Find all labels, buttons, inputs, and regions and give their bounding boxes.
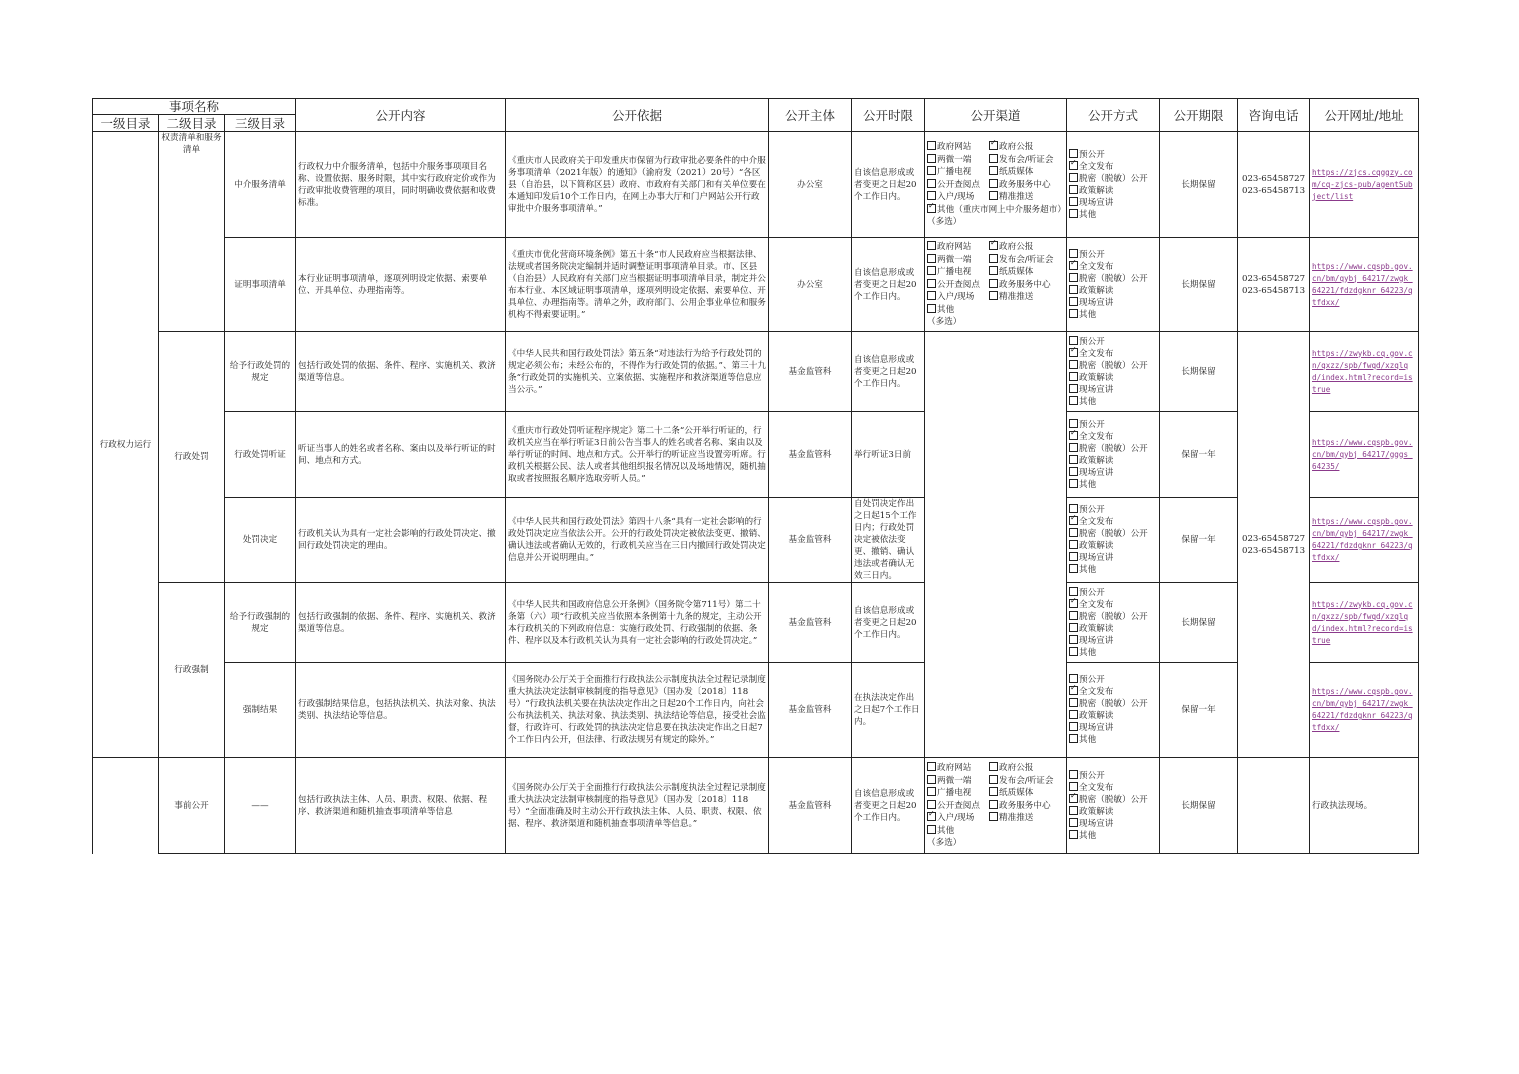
basis-cell: 《中华人民共和国政府信息公开条例》（国务院令第711号）第二十条第（六）项“行政机关应当依照本条例第十九条的规定，主动公开本行政机关的下列政府信息：实施行政处罚、行政强制的依据、条件、程序以及本行政机关认为具有一定社会影响的行政处罚决定。” <box>506 583 769 663</box>
checkbox-method-5[interactable]: 其他 <box>1069 564 1157 576</box>
time-limit-cell: 举行听证3日前 <box>852 412 925 498</box>
unchecked-box-icon <box>1069 455 1078 464</box>
checkbox-method-0[interactable]: 预公开 <box>1069 419 1157 431</box>
checkbox-method-0[interactable]: 预公开 <box>1069 149 1157 161</box>
checkbox-method-0[interactable]: 预公开 <box>1069 336 1157 348</box>
checkbox-method-3[interactable]: 政策解读 <box>1069 623 1157 635</box>
unchecked-box-icon <box>1069 309 1078 318</box>
unchecked-box-icon <box>1069 504 1078 513</box>
checkbox-method-3[interactable]: 政策解读 <box>1069 710 1157 722</box>
checkbox-method-5[interactable]: 其他 <box>1069 647 1157 659</box>
checkbox-method-2[interactable]: 脱密（脱敏）公开 <box>1069 528 1157 540</box>
url-link[interactable]: https://www.cqspb.gov.cn/bm/qybj_64217/zwgk_64221/fdzdgknr_64223/qtfdxx/ <box>1312 687 1413 732</box>
unchecked-box-icon <box>1069 396 1078 405</box>
method-checklist <box>1069 149 1157 221</box>
channel-checklist <box>927 762 1064 825</box>
method-checklist <box>1069 674 1157 746</box>
unchecked-box-icon <box>927 291 936 300</box>
level1-cell-empty <box>93 758 159 854</box>
method-checklist <box>1069 336 1157 408</box>
checkbox-channel-3[interactable]: 发布会/听证会 <box>989 154 1067 167</box>
multi-choice-note: （多选） <box>927 837 962 848</box>
unchecked-box-icon <box>1069 540 1078 549</box>
checkbox-method-5[interactable]: 其他 <box>1069 309 1157 321</box>
time-limit-cell: 自处罚决定作出之日起15个工作日内；行政处罚决定被依法变更、撤销、确认违法或者确认无效三日内。 <box>852 498 925 583</box>
unchecked-box-icon <box>989 179 998 188</box>
unchecked-box-icon <box>1069 710 1078 719</box>
unchecked-box-icon <box>989 787 998 796</box>
content-cell: 听证当事人的姓名或者名称、案由以及举行听证的时间、地点和方式。 <box>296 412 506 498</box>
unchecked-box-icon <box>989 291 998 300</box>
checkbox-channel-7[interactable]: 政务服务中心 <box>989 800 1067 813</box>
checkbox-method-1[interactable]: ✓全文发布 <box>1069 516 1157 528</box>
header-phone: 咨询电话 <box>1238 99 1310 132</box>
checkbox-channel-9[interactable]: 精准推送 <box>989 812 1067 825</box>
url-link[interactable]: https://zwykb.cq.gov.cn/qxzz/spb/fwqd/xzqlqd/index.html?record=istrue <box>1312 348 1413 394</box>
unchecked-box-icon <box>989 775 998 784</box>
unchecked-box-icon <box>927 191 936 200</box>
time-limit-cell: 自该信息形成或者变更之日起20个工作日内。 <box>852 238 925 332</box>
checkbox-channel-1[interactable]: 政府公报 <box>989 762 1067 775</box>
checkbox-method-2[interactable]: 脱密（脱敏）公开 <box>1069 360 1157 372</box>
period-cell: 保留一年 <box>1160 498 1238 583</box>
header-subject: 公开主体 <box>769 99 852 132</box>
checkbox-method-1[interactable]: ✓全文发布 <box>1069 431 1157 443</box>
period-cell: 长期保留 <box>1160 758 1238 854</box>
url-cell <box>1310 332 1419 412</box>
checkbox-method-4[interactable]: 现场宣讲 <box>1069 635 1157 647</box>
basis-cell: 《重庆市行政处罚听证程序规定》第二十二条“公开举行听证的，行政机关应当在举行听证3日前公告当事人的姓名或者名称、案由以及举行听证的时间、地点和方式。公开举行的听证应当设置旁听席。行政机关根据公民、法人或者其他组织报名情况以及场地情况，随机抽取或者按照报名顺序选取旁听人员。” <box>506 412 769 498</box>
header-url: 公开网址/地址 <box>1310 99 1419 132</box>
method-checklist <box>1069 504 1157 576</box>
url-cell <box>1310 498 1419 583</box>
checkbox-method-0[interactable]: 预公开 <box>1069 249 1157 261</box>
level2-cell: 行政强制 <box>159 583 225 758</box>
method-checklist <box>1069 587 1157 659</box>
unchecked-box-icon <box>1069 647 1078 656</box>
phone-cell: 023-65458727 023-65458713 <box>1238 332 1310 758</box>
checked-box-icon <box>1069 686 1078 695</box>
unchecked-box-icon <box>1069 479 1078 488</box>
unchecked-box-icon <box>1069 467 1078 476</box>
disclosure-table-sheet <box>92 98 1418 854</box>
checkbox-channel-9[interactable]: 精准推送 <box>989 291 1067 304</box>
table-row <box>93 332 1419 412</box>
channel-other[interactable]: ✓其他（重庆市网上中介服务超市） <box>927 204 1064 216</box>
checked-box-icon <box>927 812 936 821</box>
unchecked-box-icon <box>1069 611 1078 620</box>
channel-other[interactable]: 其他 <box>927 304 1064 316</box>
period-cell: 长期保留 <box>1160 332 1238 412</box>
checkbox-method-2[interactable]: 脱密（脱敏）公开 <box>1069 273 1157 285</box>
checkbox-method-2[interactable]: 脱密（脱敏）公开 <box>1069 611 1157 623</box>
unchecked-box-icon <box>927 279 936 288</box>
phone-cell: 023-65458727 023-65458713 <box>1238 132 1310 238</box>
checkbox-channel-2[interactable]: 两微一端 <box>927 254 989 267</box>
checkbox-channel-8[interactable]: 入户/现场 <box>927 291 989 304</box>
unchecked-box-icon <box>1069 419 1078 428</box>
unchecked-box-icon <box>1069 249 1078 258</box>
checkbox-method-3[interactable]: 政策解读 <box>1069 285 1157 297</box>
unchecked-box-icon <box>1069 528 1078 537</box>
checkbox-method-5[interactable]: 其他 <box>1069 396 1157 408</box>
unchecked-box-icon <box>1069 635 1078 644</box>
period-cell: 保留一年 <box>1160 412 1238 498</box>
checkbox-method-1[interactable]: ✓全文发布 <box>1069 261 1157 273</box>
unchecked-box-icon <box>989 266 998 275</box>
checkbox-channel-4[interactable]: 广播电视 <box>927 266 989 279</box>
channel-cell <box>925 238 1067 332</box>
table-row <box>93 132 1419 238</box>
time-limit-cell: 在执法决定作出之日起7个工作日内。 <box>852 663 925 758</box>
method-cell <box>1067 132 1160 238</box>
method-checklist <box>1069 249 1157 321</box>
checkbox-method-3[interactable]: 政策解读 <box>1069 372 1157 384</box>
checkbox-channel-4[interactable]: 广播电视 <box>927 166 989 179</box>
subject-cell: 办公室 <box>769 238 852 332</box>
unchecked-box-icon <box>927 800 936 809</box>
method-cell <box>1067 238 1160 332</box>
level3-cell: 中介服务清单 <box>225 132 296 238</box>
checkbox-method-4[interactable]: 现场宣讲 <box>1069 384 1157 396</box>
unchecked-box-icon <box>1069 336 1078 345</box>
table-row <box>93 583 1419 663</box>
checkbox-method-1[interactable]: ✓全文发布 <box>1069 686 1157 698</box>
checkbox-channel-6[interactable]: 公开查阅点 <box>927 179 989 192</box>
phone-cell-empty <box>1238 758 1310 854</box>
level3-cell: 给予行政处罚的规定 <box>225 332 296 412</box>
unchecked-box-icon <box>1069 285 1078 294</box>
unchecked-box-icon <box>1069 782 1078 791</box>
basis-cell: 《国务院办公厅关于全面推行行政执法公示制度执法全过程记录制度重大执法决定法制审核制度的指导意见》（国办发〔2018〕118号）“行政执法机关要在执法决定作出之日起20个工作日内，向社会公布执法机关、执法对象、执法类别、执法结论等信息，接受社会监督，行政许可、行政处罚的执法决定信息要在执法决定作出之日起7个工作日内公开，但法律、行政法规另有规定的除外。” <box>506 663 769 758</box>
header-item-name: 事项名称 <box>93 99 296 115</box>
method-cell <box>1067 332 1160 412</box>
method-checklist <box>1069 770 1157 842</box>
checkbox-method-2[interactable]: 脱密（脱敏）公开 <box>1069 173 1157 185</box>
level3-cell: 处罚决定 <box>225 498 296 583</box>
unchecked-box-icon <box>927 254 936 263</box>
level3-cell: —— <box>225 758 296 854</box>
basis-cell: 《重庆市人民政府关于印发重庆市保留为行政审批必要条件的中介服务事项清单（2021年版）的通知》（渝府发（2021）20号）“各区县（自治县，以下简称区县）政府、市政府有关部门和有关单位要在本通知印发后10个工作日内，在网上办事大厅和门户网站公开行政审批中介服务事项清单。” <box>506 132 769 238</box>
unchecked-box-icon <box>989 762 998 771</box>
checkbox-method-0[interactable]: 预公开 <box>1069 587 1157 599</box>
subject-cell: 基金监管科 <box>769 583 852 663</box>
unchecked-box-icon <box>1069 173 1078 182</box>
level3-cell: 强制结果 <box>225 663 296 758</box>
table-row <box>93 758 1419 854</box>
url-cell <box>1310 132 1419 238</box>
header-channel: 公开渠道 <box>925 99 1067 132</box>
checkbox-method-4[interactable]: 现场宣讲 <box>1069 467 1157 479</box>
checkbox-channel-4[interactable]: 广播电视 <box>927 787 989 800</box>
checked-box-icon <box>989 141 998 150</box>
unchecked-box-icon <box>989 154 998 163</box>
unchecked-box-icon <box>1069 360 1078 369</box>
level3-cell: 给予行政强制的规定 <box>225 583 296 663</box>
checkbox-channel-3[interactable]: 发布会/听证会 <box>989 775 1067 788</box>
subject-cell: 基金监管科 <box>769 498 852 583</box>
checkbox-channel-8[interactable]: ✓入户/现场 <box>927 812 989 825</box>
unchecked-box-icon <box>1069 587 1078 596</box>
unchecked-box-icon <box>1069 818 1078 827</box>
unchecked-box-icon <box>1069 297 1078 306</box>
address-cell: 行政执法现场。 <box>1310 758 1419 854</box>
checkbox-method-5[interactable]: 其他 <box>1069 209 1157 221</box>
unchecked-box-icon <box>927 241 936 250</box>
url-cell <box>1310 663 1419 758</box>
level1-cell: 行政权力运行 <box>93 132 159 758</box>
checkbox-method-1[interactable]: ✓全文发布 <box>1069 599 1157 611</box>
disclosure-table <box>92 98 1419 854</box>
level2-cell: 事前公开 <box>159 758 225 854</box>
url-link[interactable]: https://www.cqspb.gov.cn/bm/qybj_64217/zwgk_64221/fdzdgknr_64223/qtfdxx/ <box>1312 261 1413 307</box>
unchecked-box-icon <box>927 762 936 771</box>
method-cell <box>1067 583 1160 663</box>
url-cell <box>1310 583 1419 663</box>
channel-checklist <box>927 141 1064 204</box>
subject-cell: 基金监管科 <box>769 332 852 412</box>
basis-cell: 《中华人民共和国行政处罚法》第五条“对违法行为给予行政处罚的规定必须公布；未经公布的，不得作为行政处罚的依据。”、第三十九条“行政处罚的实施机关、立案依据、实施程序和救济渠道等信息应当公示。” <box>506 332 769 412</box>
checkbox-channel-6[interactable]: 公开查阅点 <box>927 279 989 292</box>
checkbox-method-0[interactable]: 预公开 <box>1069 504 1157 516</box>
unchecked-box-icon <box>1069 830 1078 839</box>
checkbox-channel-9[interactable]: 精准推送 <box>989 191 1067 204</box>
content-cell: 行政权力中介服务清单，包括中介服务事项项目名称、设置依据、服务时限，其中实行政府定价或作为行政审批收费管理的项目，同时明确收费依据和收费标准。 <box>296 132 506 238</box>
unchecked-box-icon <box>927 166 936 175</box>
basis-cell: 《中华人民共和国行政处罚法》第四十八条“具有一定社会影响的行政处罚决定应当依法公开。公开的行政处罚决定被依法变更、撤销、确认违法或者确认无效的，行政机关应当在三日内撤回行政处罚决定信息并公开说明理由。” <box>506 498 769 583</box>
table-row <box>93 412 1419 498</box>
unchecked-box-icon <box>1069 372 1078 381</box>
period-cell: 长期保留 <box>1160 132 1238 238</box>
checkbox-method-3[interactable]: 政策解读 <box>1069 540 1157 552</box>
method-cell <box>1067 663 1160 758</box>
url-cell <box>1310 412 1419 498</box>
time-limit-cell: 自该信息形成或者变更之日起20个工作日内。 <box>852 583 925 663</box>
checked-box-icon <box>1069 348 1078 357</box>
unchecked-box-icon <box>1069 552 1078 561</box>
checkbox-channel-1[interactable]: ✓ 政府公报 <box>989 241 1067 254</box>
unchecked-box-icon <box>927 266 936 275</box>
url-link[interactable]: https://zjcs.cqggzy.com/cq-zjcs-pub/agentSubject/list <box>1312 167 1413 201</box>
url-cell <box>1310 238 1419 332</box>
header-time-limit: 公开时限 <box>852 99 925 132</box>
multi-choice-note: （多选） <box>927 316 962 327</box>
checkbox-method-4[interactable]: 现场宣讲 <box>1069 552 1157 564</box>
time-limit-cell: 自该信息形成或者变更之日起20个工作日内。 <box>852 758 925 854</box>
unchecked-box-icon <box>1069 806 1078 815</box>
unchecked-box-icon <box>1069 770 1078 779</box>
header-basis: 公开依据 <box>506 99 769 132</box>
multi-choice-note: （多选） <box>927 216 962 227</box>
unchecked-box-icon <box>1069 734 1078 743</box>
channel-cell <box>925 758 1067 854</box>
checkbox-method-2[interactable]: ✓脱密（脱敏）公开 <box>1069 794 1157 806</box>
level3-cell: 行政处罚听证 <box>225 412 296 498</box>
url-link[interactable]: https://www.cqspb.gov.cn/bm/qybj_64217/zwgk_64221/fdzdgknr_64223/qtfdxx/ <box>1312 517 1413 562</box>
header-method: 公开方式 <box>1067 99 1160 132</box>
checkbox-method-5[interactable]: 其他 <box>1069 479 1157 491</box>
checkbox-channel-5[interactable]: 纸质媒体 <box>989 787 1067 800</box>
unchecked-box-icon <box>927 154 936 163</box>
unchecked-box-icon <box>1069 273 1078 282</box>
level2-cell: 权责清单和服务清单 <box>159 132 225 332</box>
checkbox-channel-5[interactable]: 纸质媒体 <box>989 166 1067 179</box>
checkbox-channel-7[interactable]: 政务服务中心 <box>989 279 1067 292</box>
unchecked-box-icon <box>1069 443 1078 452</box>
phone-cell: 023-65458727 023-65458713 <box>1238 238 1310 332</box>
unchecked-box-icon <box>989 191 998 200</box>
checkbox-channel-5[interactable]: 纸质媒体 <box>989 266 1067 279</box>
unchecked-box-icon <box>927 775 936 784</box>
content-cell: 包括行政处罚的依据、条件、程序、实施机关、救济渠道等信息。 <box>296 332 506 412</box>
unchecked-box-icon <box>927 787 936 796</box>
checkbox-channel-2[interactable]: 两微一端 <box>927 775 989 788</box>
url-link[interactable]: https://zwykb.cq.gov.cn/qxzz/spb/fwqd/xzqlqd/index.html?record=istrue <box>1312 599 1413 645</box>
subject-cell: 基金监管科 <box>769 412 852 498</box>
method-cell <box>1067 758 1160 854</box>
header-content: 公开内容 <box>296 99 506 132</box>
unchecked-box-icon <box>1069 623 1078 632</box>
table-row <box>93 663 1419 758</box>
table-row <box>93 498 1419 583</box>
checkbox-channel-0[interactable]: 政府网站 <box>927 762 989 775</box>
content-cell: 包括行政强制的依据、条件、程序、实施机关、救济渠道等信息。 <box>296 583 506 663</box>
checkbox-method-0[interactable]: 预公开 <box>1069 770 1157 782</box>
url-link[interactable]: https://www.cqspb.gov.cn/bm/qybj_64217/gggs_64235/ <box>1312 437 1413 471</box>
method-cell <box>1067 412 1160 498</box>
checkbox-method-4[interactable]: 现场宣讲 <box>1069 818 1157 830</box>
subject-cell: 基金监管科 <box>769 663 852 758</box>
period-cell: 长期保留 <box>1160 238 1238 332</box>
period-cell: 保留一年 <box>1160 663 1238 758</box>
checkbox-method-4[interactable]: 现场宣讲 <box>1069 197 1157 209</box>
level2-cell: 行政处罚 <box>159 332 225 583</box>
period-cell: 长期保留 <box>1160 583 1238 663</box>
checkbox-method-0[interactable]: 预公开 <box>1069 674 1157 686</box>
header-level3: 三级目录 <box>225 115 296 132</box>
checkbox-method-3[interactable]: 政策解读 <box>1069 806 1157 818</box>
unchecked-box-icon <box>927 141 936 150</box>
unchecked-box-icon <box>989 254 998 263</box>
unchecked-box-icon <box>1069 722 1078 731</box>
checked-box-icon <box>1069 161 1078 170</box>
checked-box-icon <box>989 241 998 250</box>
unchecked-box-icon <box>1069 564 1078 573</box>
header-period: 公开期限 <box>1160 99 1238 132</box>
unchecked-box-icon <box>989 800 998 809</box>
checkbox-method-1[interactable]: 全文发布 <box>1069 782 1157 794</box>
unchecked-box-icon <box>1069 209 1078 218</box>
content-cell: 行政强制结果信息，包括执法机关、执法对象、执法类别、执法结论等信息。 <box>296 663 506 758</box>
method-cell <box>1067 498 1160 583</box>
unchecked-box-icon <box>989 812 998 821</box>
checkbox-method-1[interactable]: ✓全文发布 <box>1069 161 1157 173</box>
checkbox-method-5[interactable]: 其他 <box>1069 734 1157 746</box>
checkbox-channel-2[interactable]: 两微一端 <box>927 154 989 167</box>
checked-box-icon <box>1069 431 1078 440</box>
checked-box-icon <box>1069 794 1078 803</box>
unchecked-box-icon <box>1069 197 1078 206</box>
checkbox-channel-3[interactable]: 发布会/听证会 <box>989 254 1067 267</box>
checkbox-channel-7[interactable]: 政务服务中心 <box>989 179 1067 192</box>
header-level1: 一级目录 <box>93 115 159 132</box>
checked-box-icon <box>1069 516 1078 525</box>
time-limit-cell: 自该信息形成或者变更之日起20个工作日内。 <box>852 132 925 238</box>
checkbox-method-1[interactable]: ✓全文发布 <box>1069 348 1157 360</box>
unchecked-box-icon <box>927 179 936 188</box>
checkbox-channel-0[interactable]: 政府网站 <box>927 241 989 254</box>
checkbox-channel-0[interactable]: 政府网站 <box>927 141 989 154</box>
checkbox-channel-1[interactable]: ✓ 政府公报 <box>989 141 1067 154</box>
checkbox-method-2[interactable]: 脱密（脱敏）公开 <box>1069 443 1157 455</box>
checkbox-channel-8[interactable]: 入户/现场 <box>927 191 989 204</box>
unchecked-box-icon <box>1069 384 1078 393</box>
unchecked-box-icon <box>1069 185 1078 194</box>
channel-cell <box>925 132 1067 238</box>
unchecked-box-icon <box>1069 149 1078 158</box>
unchecked-box-icon <box>1069 698 1078 707</box>
channel-cell-empty <box>925 332 1067 758</box>
checkbox-channel-6[interactable]: 公开查阅点 <box>927 800 989 813</box>
content-cell: 本行业证明事项清单，逐项列明设定依据、索要单位、开具单位、办理指南等。 <box>296 238 506 332</box>
channel-checklist <box>927 241 1064 304</box>
checkbox-method-5[interactable]: 其他 <box>1069 830 1157 842</box>
checkbox-method-3[interactable]: 政策解读 <box>1069 185 1157 197</box>
time-limit-cell: 自该信息形成或者变更之日起20个工作日内。 <box>852 332 925 412</box>
checkbox-method-4[interactable]: 现场宣讲 <box>1069 722 1157 734</box>
basis-cell: 《国务院办公厅关于全面推行行政执法公示制度执法全过程记录制度重大执法决定法制审核制度的指导意见》（国办发〔2018〕118号）“全面准确及时主动公开行政执法主体、人员、职责、权限、依据、程序、救济渠道和随机抽查事项清单等信息。” <box>506 758 769 854</box>
subject-cell: 办公室 <box>769 132 852 238</box>
unchecked-box-icon <box>989 166 998 175</box>
unchecked-box-icon <box>1069 674 1078 683</box>
checked-box-icon <box>1069 261 1078 270</box>
header-level2: 二级目录 <box>159 115 225 132</box>
checkbox-method-4[interactable]: 现场宣讲 <box>1069 297 1157 309</box>
subject-cell: 基金监管科 <box>769 758 852 854</box>
basis-cell: 《重庆市优化营商环境条例》第五十条“市人民政府应当根据法律、法规或者国务院决定编制并适时调整证明事项清单目录。市、区县（自治县）人民政府有关部门应当根据证明事项清单目录，制定并公布本行业、本区域证明事项清单，逐项列明设定依据、索要单位、开具单位、办理指南等。清单之外，政府部门、公用企事业单位和服务机构不得索要证明。” <box>506 238 769 332</box>
channel-other[interactable]: 其他 <box>927 825 1064 837</box>
unchecked-box-icon <box>989 279 998 288</box>
method-checklist <box>1069 419 1157 491</box>
content-cell: 包括行政执法主体、人员、职责、权限、依据、程序、救济渠道和随机抽查事项清单等信息 <box>296 758 506 854</box>
checkbox-method-3[interactable]: 政策解读 <box>1069 455 1157 467</box>
checkbox-method-2[interactable]: 脱密（脱敏）公开 <box>1069 698 1157 710</box>
checked-box-icon <box>1069 599 1078 608</box>
content-cell: 行政机关认为具有一定社会影响的行政处罚决定、撤回行政处罚决定的理由。 <box>296 498 506 583</box>
level3-cell: 证明事项清单 <box>225 238 296 332</box>
table-row <box>93 238 1419 332</box>
